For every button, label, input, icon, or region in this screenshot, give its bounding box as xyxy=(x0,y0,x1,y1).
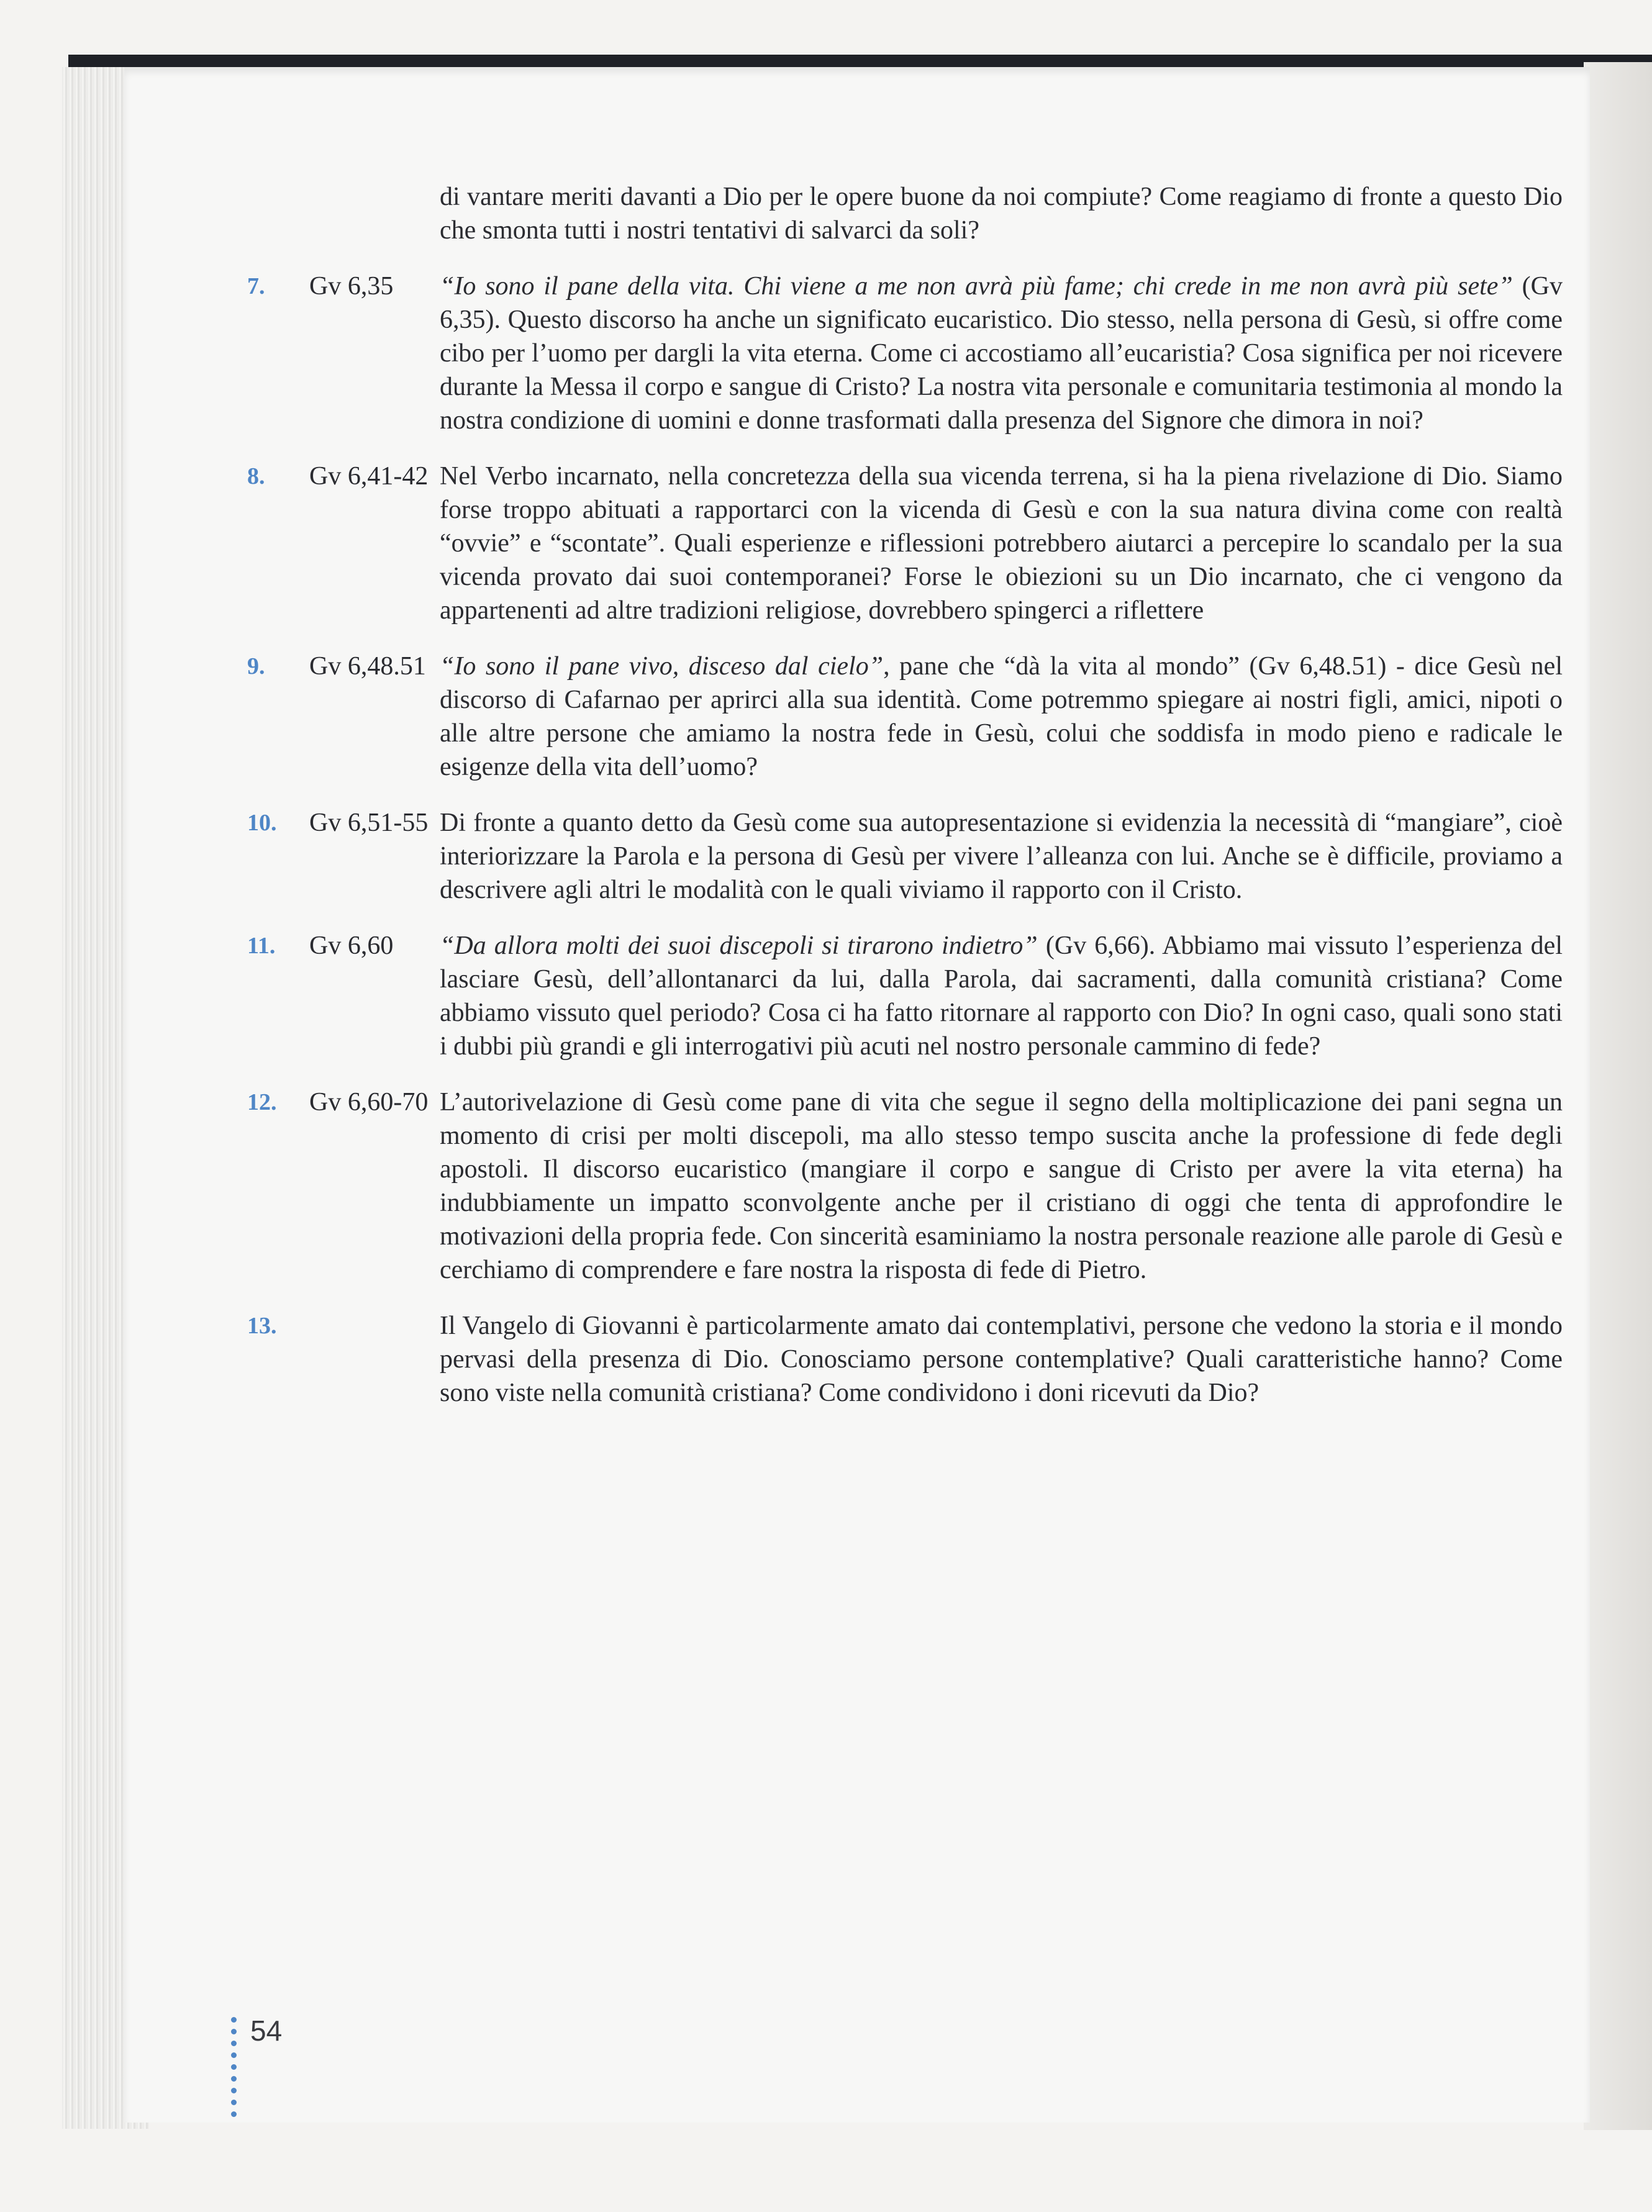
question-item-7 xyxy=(247,270,1563,437)
gospel-reference: Gv 6,60 xyxy=(309,931,394,960)
quote-text: “Da allora molti dei suoi discepoli si tirarono indietro” xyxy=(440,931,1038,960)
gospel-reference: Gv 6,48.51 xyxy=(309,652,426,681)
question-text xyxy=(440,929,1563,1063)
question-item-10 xyxy=(247,806,1563,907)
question-text xyxy=(440,650,1563,784)
question-number: 8. xyxy=(247,463,265,489)
right-page-edge xyxy=(1584,62,1652,2130)
question-body: Nel Verbo incarnato, nella concretezza della sua vicenda terrena, si ha la piena rivelazione di Dio. Siamo forse troppo abituati a rapportarci con la vicenda di Gesù e con la sua natura divina come con realtà “ovvie” e “scontate”. Quali esperienze e riflessioni potrebbero aiutarci a percepire lo scandalo per la sua vicenda provato dai suoi contemporanei? Forse le obiezioni su un Dio incarnato, che ci vengono da appartenenti ad altre tradizioni religiose, dovrebbero spingerci a riflettere xyxy=(440,462,1563,625)
quote-text: “Io sono il pane vivo, disceso dal cielo” xyxy=(440,652,884,681)
question-item-11 xyxy=(247,929,1563,1063)
gospel-reference: Gv 6,35 xyxy=(309,272,394,301)
question-item-13 xyxy=(247,1309,1563,1410)
quote-text: “Io sono il pane della vita. Chi viene a me non avrà più fame; chi crede in me non avrà più sete” xyxy=(440,272,1513,301)
question-body: Di fronte a quanto detto da Gesù come sua autopresentazione si evidenzia la necessità di “mangiare”, cioè interiorizzare la Parola e la persona di Gesù per vivere l’alleanza con lui. Anche se è difficile, proviamo a descrivere agli altri le modalità con le quali viviamo il rapporto con il Cristo. xyxy=(440,809,1563,904)
question-item-8 xyxy=(247,460,1563,627)
question-number: 12. xyxy=(247,1089,277,1115)
question-number: 10. xyxy=(247,810,277,836)
gospel-reference xyxy=(309,1309,440,1410)
question-body: , pane che “dà la vita al mondo” (Gv 6,48.51) - dice Gesù nel discorso di Cafarnao per aprirci alla sua identità. Come potremmo spiegare ai nostri figli, amici, nipoti o alle altre persone che amiamo la nostra fede in Gesù, colui che soddisfa in modo pieno e radicale le esigenze della vita dell’uomo? xyxy=(440,652,1563,781)
question-body: (Gv 6,66). Abbiamo mai vissuto l’esperienza del lasciare Gesù, dell’allontanarci da lui, dalla Parola, dai sacramenti, dalla comunità cristiana? Come abbiamo vissuto quel periodo? Cosa ci ha fatto ritornare al rapporto con Dio? In ogni caso, quali sono stati i dubbi più grandi e gli interrogativi più acuti nel nostro personale cammino di fede? xyxy=(440,931,1563,1061)
question-text xyxy=(440,270,1563,437)
question-number: 11. xyxy=(247,933,276,959)
dotted-marker-icon xyxy=(231,2015,237,2117)
questions-text-block xyxy=(247,180,1563,1410)
question-item-12 xyxy=(247,1086,1563,1287)
question-text xyxy=(440,1086,1563,1287)
question-body: (Gv 6,35). Questo discorso ha anche un significato eucaristico. Dio stesso, nella persona di Gesù, si offre come cibo per l’uomo per dargli la vita eterna. Come ci accostiamo all’eucaristia? Cosa significa per noi ricevere durante la Messa il corpo e sangue di Cristo? La nostra vita personale e comunitaria testimonia al mondo la nostra condizione di uomini e donne trasformati dalla presenza del Signore che dimora in noi? xyxy=(440,272,1563,435)
question-number: 9. xyxy=(247,653,265,679)
question-text xyxy=(440,460,1563,627)
question-text xyxy=(440,1309,1563,1410)
question-body: L’autorivelazione di Gesù come pane di vita che segue il segno della moltiplicazione dei pani segna un momento di crisi per molti discepoli, ma allo stesso tempo suscita anche la professione di fede degli apostoli. Il discorso eucaristico (mangiare il corpo e sangue di Cristo per avere la vita eterna) ha indubbiamente un impatto sconvolgente anche per il cristiano di oggi che tenta di approfondire le motivazioni della propria fede. Con sincerità esaminiamo la nostra personale reazione alle parole di Gesù e cerchiamo di comprendere e fare nostra la risposta di fede di Pietro. xyxy=(440,1088,1563,1284)
question-number: 13. xyxy=(247,1313,277,1339)
page-number: 54 xyxy=(250,2015,283,2047)
gospel-reference: Gv 6,51-55 xyxy=(309,809,429,837)
gospel-reference: Gv 6,41-42 xyxy=(309,462,429,491)
page-footer xyxy=(231,2015,282,2117)
gospel-reference: Gv 6,60-70 xyxy=(309,1088,429,1117)
intro-paragraph: di vantare meriti davanti a Dio per le opere buone da noi compiute? Come reagiamo di fronte a questo Dio che smonta tutti i nostri tentativi di salvarci da soli? xyxy=(440,183,1563,245)
question-body: Il Vangelo di Giovanni è particolarmente amato dai contemplativi, persone che vedono la storia e il mondo pervasi della presenza di Dio. Conosciamo persone contemplative? Quali caratteristiche hanno? Come sono viste nella comunità cristiana? Come condividono i doni ricevuti da Dio? xyxy=(440,1312,1563,1407)
question-number: 7. xyxy=(247,273,265,299)
question-text xyxy=(440,806,1563,907)
question-item-9 xyxy=(247,650,1563,784)
